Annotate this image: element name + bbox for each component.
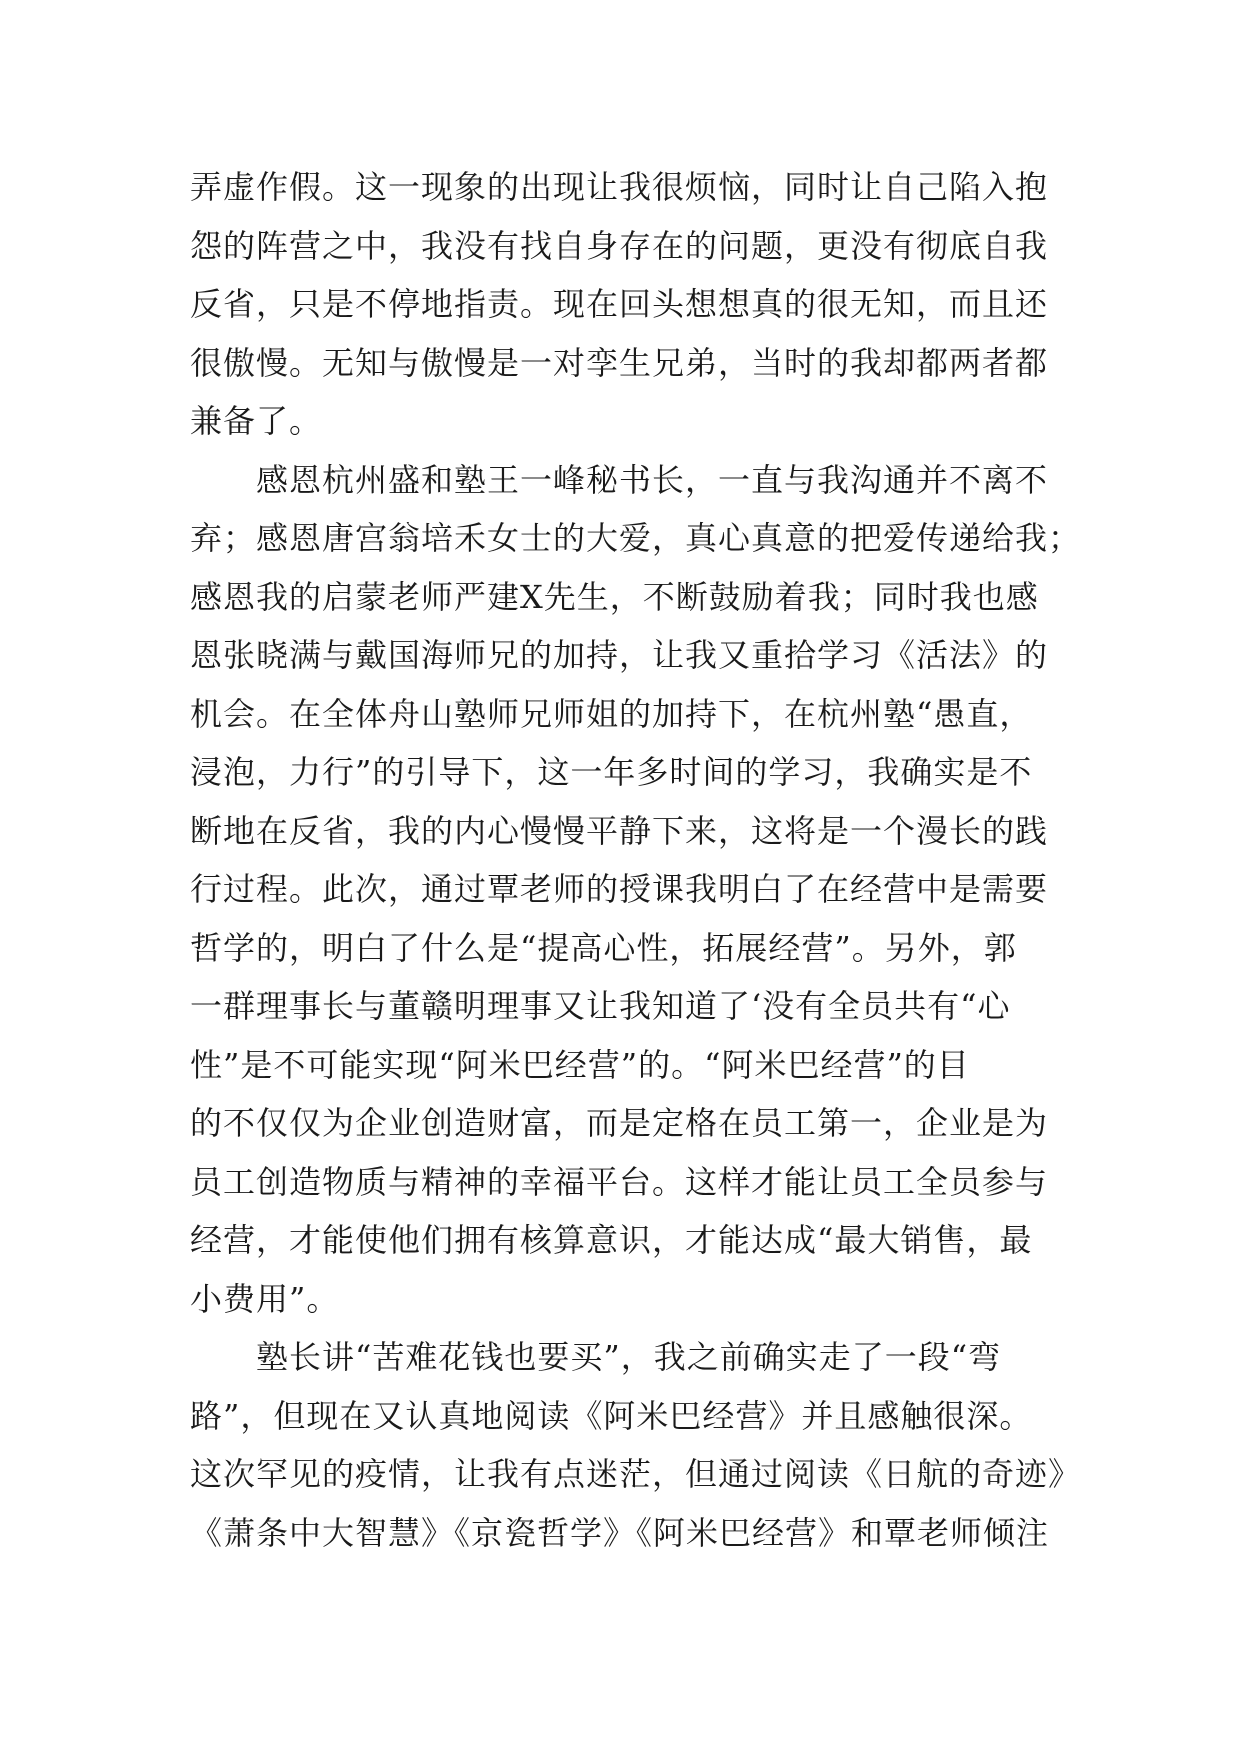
text-line: 断地在反省，我的内心慢慢平静下来，这将是一个漫长的践 bbox=[190, 811, 1049, 850]
text-line: 路”，但现在又认真地阅读《阿米巴经营》并且感触很深。 bbox=[190, 1396, 1033, 1435]
text-line: 怨的阵营之中，我没有找自身存在的问题，更没有彻底自我 bbox=[190, 226, 1049, 265]
text-line: 很傲慢。无知与傲慢是一对孪生兄弟，当时的我却都两者都 bbox=[190, 343, 1049, 382]
text-line: 性”是不可能实现“阿米巴经营”的。“阿米巴经营”的目 bbox=[190, 1045, 970, 1084]
text-line: 浸泡，力行”的引导下，这一年多时间的学习，我确实是不 bbox=[190, 753, 1033, 791]
text-line: 兼备了。 bbox=[190, 402, 323, 440]
text-line: 机会。在全体舟山塾师兄师姐的加持下，在杭州塾“愚直， bbox=[190, 694, 1033, 733]
text-line: 反省，只是不停地指责。现在回头想想真的很无知，而且还 bbox=[190, 285, 1049, 323]
text-line: 行过程。此次，通过覃老师的授课我明白了在经营中是需要 bbox=[190, 870, 1049, 908]
text-line: 弄虚作假。这一现象的出现让我很烦恼，同时让自己陷入抱 bbox=[190, 168, 1049, 206]
text-line: 这次罕见的疫情，让我有点迷茫，但通过阅读《日航的奇迹》 bbox=[190, 1455, 1082, 1493]
text-line: 哲学的，明白了什么是“提高心性，拓展经营”。另外，郭 bbox=[190, 928, 1017, 967]
text-line: 一群理事长与董赣明理事又让我知道了‘没有全员共有“心 bbox=[190, 987, 1011, 1025]
text-line: 的不仅仅为企业创造财富，而是定格在员工第一，企业是为 bbox=[190, 1104, 1049, 1142]
text-line: 感恩杭州盛和塾王一峰秘书长，一直与我沟通并不离不 bbox=[190, 460, 1049, 499]
text-line: 经营，才能使他们拥有核算意识，才能达成“最大销售，最 bbox=[190, 1221, 1033, 1259]
text-line: 恩张晓满与戴国海师兄的加持，让我又重拾学习《活法》的 bbox=[190, 636, 1049, 674]
text-line: 塾长讲“苦难花钱也要买”，我之前确实走了一段“弯 bbox=[190, 1338, 1002, 1376]
document-body bbox=[190, 158, 1090, 1562]
text-line: 弃；感恩唐宫翁培禾女士的大爱，真心真意的把爱传递给我； bbox=[190, 519, 1082, 557]
text-line: 小费用”。 bbox=[190, 1279, 340, 1318]
text-line: 感恩我的启蒙老师严建X先生，不断鼓励着我；同时我也感 bbox=[190, 577, 1039, 616]
text-line: 员工创造物质与精神的幸福平台。这样才能让员工全员参与 bbox=[190, 1162, 1049, 1201]
text-line: 《萧条中大智慧》《京瓷哲学》《阿米巴经营》和覃老师倾注 bbox=[190, 1513, 1050, 1552]
